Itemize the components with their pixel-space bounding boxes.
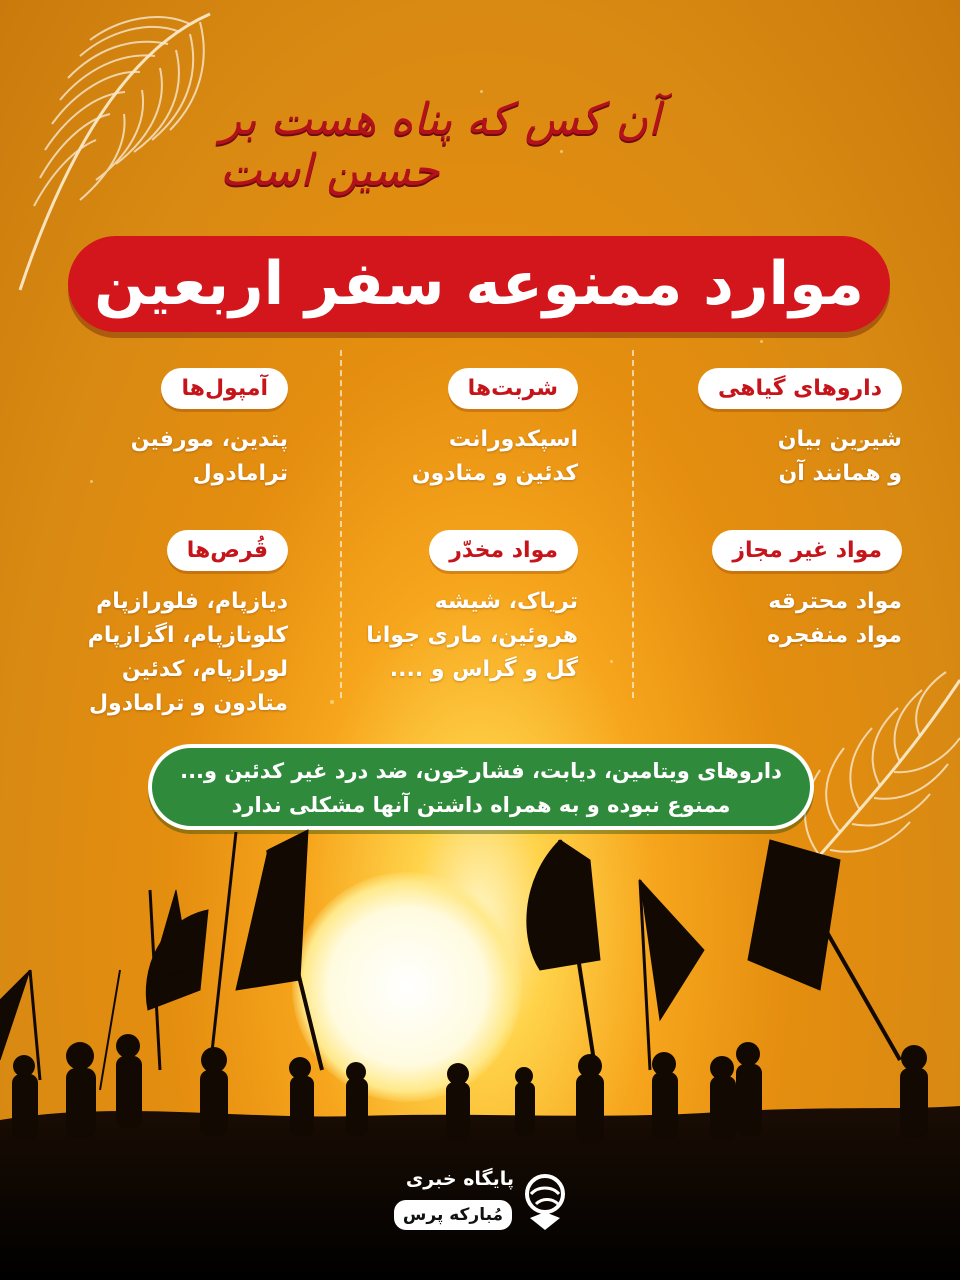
calligraphy-text: آن کس که پناه هست بر حسین است <box>220 94 661 196</box>
category-item: پتدین، مورفین <box>130 427 288 452</box>
publisher-logo <box>392 1168 572 1240</box>
category-items <box>712 585 902 653</box>
category-item: مواد منفجره <box>767 623 902 648</box>
category-title: مواد غیر مجاز <box>712 530 902 571</box>
category-item: تریاک، شیشه <box>434 589 578 614</box>
logo-text-line2: مُبارکه پرس <box>394 1200 512 1230</box>
category-title: مواد مخدّر <box>429 530 578 571</box>
category-herbal <box>698 368 902 491</box>
column-divider <box>632 350 634 698</box>
category-item: ترامادول <box>192 461 288 486</box>
category-narcotics <box>366 530 578 687</box>
category-item: هروئین، ماری جوانا <box>366 623 578 648</box>
title-banner <box>68 236 890 332</box>
note-line: ممنوع نبوده و به همراه داشتن آنها مشکلی ندارد <box>231 793 731 817</box>
page-title: موارد ممنوعه سفر اربعین <box>94 249 864 319</box>
category-title: داروهای گیاهی <box>698 368 902 409</box>
category-items <box>366 585 578 687</box>
category-title: آمپول‌ها <box>161 368 288 409</box>
category-item: مواد محترقه <box>768 589 902 614</box>
category-items <box>131 423 288 491</box>
category-items <box>88 585 288 721</box>
category-item: کدئین و متادون <box>411 461 578 486</box>
category-item: دیازپام، فلورازپام <box>96 589 288 614</box>
category-items <box>698 423 902 491</box>
category-illegal <box>712 530 902 653</box>
category-title: شربت‌ها <box>448 368 578 409</box>
category-item: متادون و ترامادول <box>88 691 288 716</box>
category-items <box>412 423 578 491</box>
category-title: قُرص‌ها <box>167 530 288 571</box>
note-line: داروهای ویتامین، دیابت، فشارخون، ضد درد غیر کدئین و... <box>180 759 782 783</box>
category-pills <box>88 530 288 721</box>
category-injections <box>131 368 288 491</box>
calligraphy-heading <box>220 70 740 220</box>
category-item: کلونازپام، اگزازپام <box>87 623 288 648</box>
category-item: و همانند آن <box>778 461 902 486</box>
category-item: لورازپام، کدئین <box>121 657 288 682</box>
note-box <box>148 744 814 830</box>
category-item: گل و گراس و .... <box>389 657 578 682</box>
column-divider <box>340 350 342 698</box>
category-item: اسپکدورانت <box>448 427 578 452</box>
globe-icon <box>522 1172 568 1232</box>
category-syrups <box>412 368 578 491</box>
logo-text-line1: پایگاه خبری <box>405 1168 514 1190</box>
category-item: شیرین بیان <box>777 427 902 452</box>
